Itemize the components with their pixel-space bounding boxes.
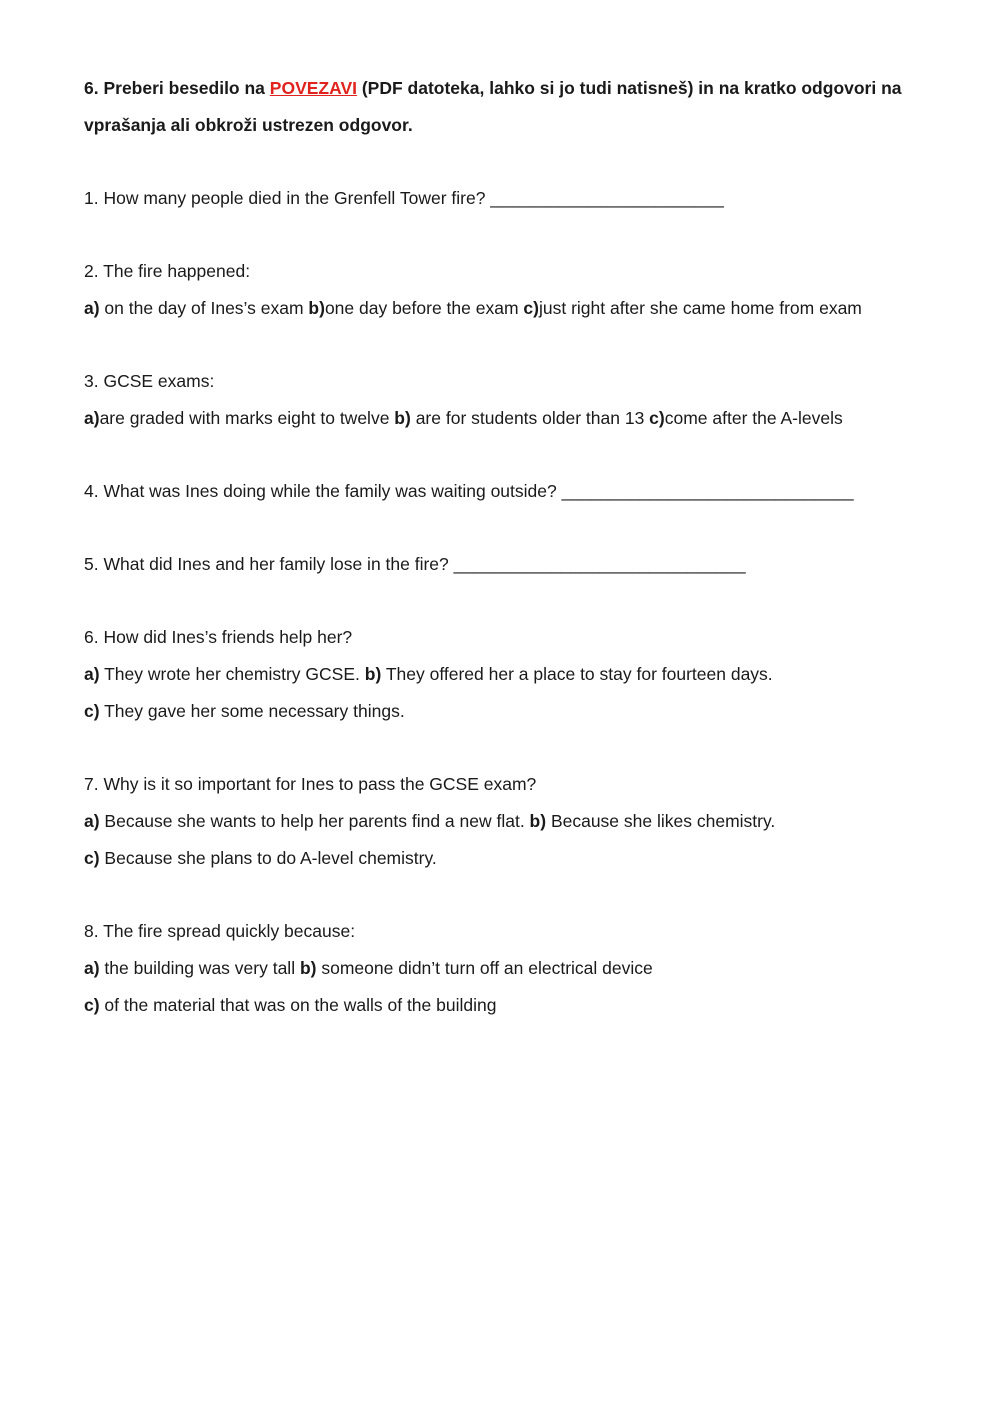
povezavi-link[interactable]: POVEZAVI xyxy=(269,78,357,98)
instruction-suffix: (PDF datoteka, lahko si jo tudi natisneš) in na kratko odgovori na vprašanja ali obkroži ustrezen odgovor. xyxy=(84,78,902,135)
question-4 xyxy=(84,473,934,510)
option-c-label[interactable]: c) xyxy=(523,298,539,318)
worksheet-page xyxy=(84,70,934,1024)
option-c-label[interactable]: c) xyxy=(649,408,665,428)
answer-blank-4[interactable]: ______________________________ xyxy=(561,481,854,501)
option-b-label[interactable]: b) xyxy=(529,811,547,831)
option-b-text[interactable]: are for students older than 13 xyxy=(410,408,650,428)
option-c-text[interactable]: just right after she came home from exam xyxy=(538,298,862,318)
option-a-text[interactable]: the building was very tall xyxy=(99,958,300,978)
question-2 xyxy=(84,253,934,327)
question-6-options-c xyxy=(84,693,934,730)
option-c-text[interactable]: They gave her some necessary things. xyxy=(99,701,405,721)
option-a-label[interactable]: a) xyxy=(84,408,100,428)
question-3-text: 3. GCSE exams: xyxy=(84,371,215,391)
question-8-options-c xyxy=(84,987,934,1024)
option-b-label[interactable]: b) xyxy=(364,664,382,684)
question-6-options-ab xyxy=(84,656,934,693)
option-c-label[interactable]: c) xyxy=(84,848,100,868)
option-c-text[interactable]: of the material that was on the walls of the building xyxy=(99,995,497,1015)
option-b-label[interactable]: b) xyxy=(299,958,317,978)
question-7 xyxy=(84,766,934,877)
option-b-text[interactable]: They offered her a place to stay for fourteen days. xyxy=(381,664,773,684)
option-a-text[interactable]: on the day of Ines’s exam xyxy=(99,298,309,318)
option-b-text[interactable]: someone didn’t turn off an electrical device xyxy=(316,958,653,978)
instruction-prefix: 6. Preberi besedilo na xyxy=(84,78,270,98)
question-7-options-c xyxy=(84,840,934,877)
answer-blank-1[interactable]: ________________________ xyxy=(490,188,724,208)
option-a-label[interactable]: a) xyxy=(84,811,100,831)
question-5 xyxy=(84,546,934,583)
question-1-text: 1. How many people died in the Grenfell Tower fire? ________________________ xyxy=(84,188,724,208)
question-2-text: 2. The fire happened: xyxy=(84,261,251,281)
question-4-text: 4. What was Ines doing while the family was waiting outside? ______________________________ xyxy=(84,481,854,501)
question-7-text: 7. Why is it so important for Ines to pass the GCSE exam? xyxy=(84,774,537,794)
question-7-options-ab xyxy=(84,803,934,840)
option-a-text[interactable]: They wrote her chemistry GCSE. xyxy=(99,664,365,684)
question-2-options xyxy=(84,290,934,327)
option-b-label[interactable]: b) xyxy=(394,408,411,428)
option-b-label[interactable]: b) xyxy=(308,298,325,318)
option-c-label[interactable]: c) xyxy=(84,995,100,1015)
question-8 xyxy=(84,913,934,1024)
option-b-text[interactable]: one day before the exam xyxy=(324,298,524,318)
question-3 xyxy=(84,363,934,437)
question-8-text: 8. The fire spread quickly because: xyxy=(84,921,356,941)
option-b-text[interactable]: Because she likes chemistry. xyxy=(546,811,776,831)
option-c-label[interactable]: c) xyxy=(84,701,100,721)
question-8-options-ab xyxy=(84,950,934,987)
question-6 xyxy=(84,619,934,730)
option-a-text[interactable]: are graded with marks eight to twelve xyxy=(99,408,395,428)
option-c-text[interactable]: come after the A-levels xyxy=(664,408,843,428)
option-c-text[interactable]: Because she plans to do A-level chemistry. xyxy=(99,848,437,868)
question-1 xyxy=(84,180,934,217)
option-a-label[interactable]: a) xyxy=(84,298,100,318)
option-a-text[interactable]: Because she wants to help her parents find a new flat. xyxy=(99,811,530,831)
option-a-label[interactable]: a) xyxy=(84,958,100,978)
question-5-text: 5. What did Ines and her family lose in the fire? ______________________________ xyxy=(84,554,746,574)
option-a-label[interactable]: a) xyxy=(84,664,100,684)
question-3-options xyxy=(84,400,934,437)
question-6-text: 6. How did Ines’s friends help her? xyxy=(84,627,353,647)
instruction-text xyxy=(84,70,934,144)
answer-blank-5[interactable]: ______________________________ xyxy=(453,554,746,574)
